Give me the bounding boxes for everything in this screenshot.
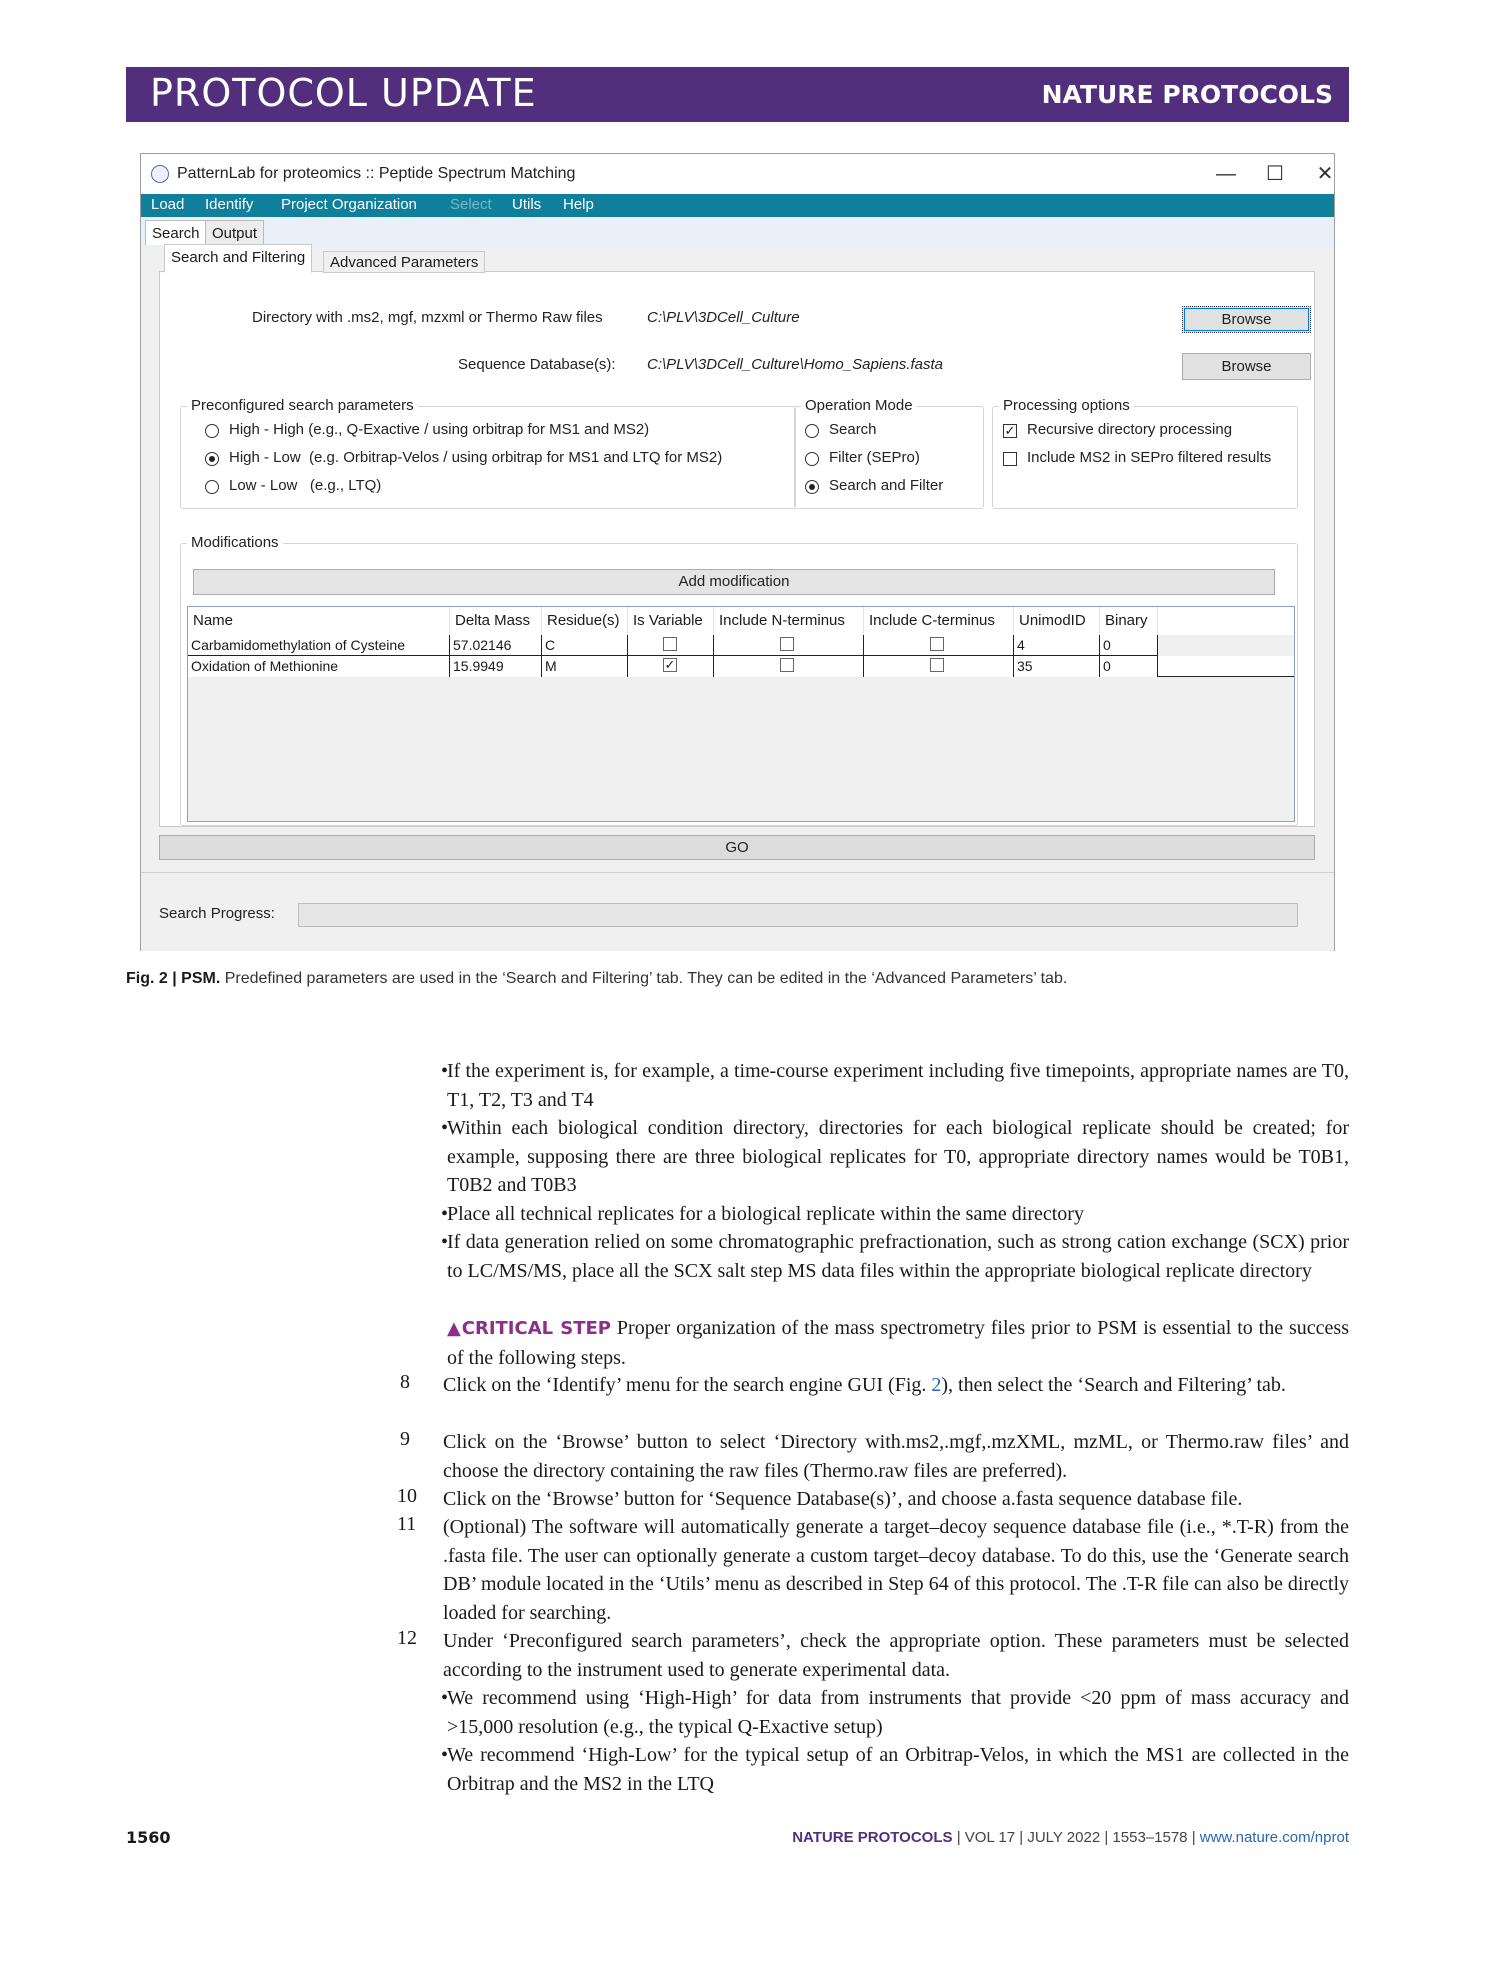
menu-identify[interactable]: Identify (205, 196, 254, 213)
app-window (140, 153, 1335, 951)
search-filtering-panel (159, 249, 1315, 827)
group-title: Preconfigured search parameters (187, 397, 418, 414)
footer-sep: | (956, 1829, 961, 1846)
cell-binary[interactable]: 0 (1100, 656, 1158, 677)
modifications-group (180, 534, 1298, 826)
table-row[interactable] (188, 656, 1294, 677)
step-number: 9 (400, 1428, 410, 1450)
radio-label: Filter (SEPro) (829, 449, 920, 466)
list-item: • If the experiment is, for example, a time-course experiment including five timepoints, appropriate names are T0, T1, T2, T3 and T4 (441, 1060, 1349, 1111)
app-logo-icon (151, 165, 169, 183)
cell-is-variable (628, 635, 714, 656)
tab-advanced-parameters[interactable]: Advanced Parameters (323, 251, 485, 273)
go-button[interactable]: GO (159, 835, 1315, 860)
checkbox-include-ms2[interactable] (1003, 452, 1017, 466)
radio-label: Low - Low (e.g., LTQ) (229, 477, 382, 494)
minimize-icon[interactable]: — (1216, 163, 1236, 185)
radio-label: High - Low (e.g. Orbitrap-Velos / using orbitrap for MS1 and LTQ for MS2) (229, 449, 723, 466)
cell-name[interactable]: Carbamidomethylation of Cysteine (188, 635, 450, 656)
footer-pages: 1553–1578 (1112, 1829, 1188, 1846)
bullet-text: We recommend ‘High-Low’ for the typical setup of an Orbitrap-Velos, in which the MS1 are collected in the Orbitrap and the MS2 in the LTQ (447, 1744, 1349, 1795)
page-number: 1560 (126, 1828, 171, 1847)
step-text-part: ), then select the ‘Search and Filtering’ tab. (941, 1374, 1286, 1396)
main-tabs (141, 217, 1334, 247)
checkbox-c-terminus[interactable] (930, 637, 944, 651)
list-item: • Within each biological condition directory, directories for each biological replicate should be created; for example, supposing there are three biological replicates for T0, appropriate directory names would be T0B1, T0B2 and T0B3 (441, 1117, 1349, 1196)
maximize-icon[interactable]: ☐ (1266, 163, 1284, 185)
column-header[interactable]: UnimodID (1014, 607, 1100, 635)
step-text: Click on the ‘Browse’ button for ‘Sequence Database(s)’, and choose a.fasta sequence database file. (443, 1488, 1243, 1510)
checkbox-n-terminus[interactable] (780, 658, 794, 672)
footer-sep: | (1191, 1829, 1196, 1846)
browse-database-button[interactable]: Browse (1182, 353, 1311, 380)
list-item: • If data generation relied on some chromatographic prefractionation, such as strong cation exchange (SCX) prior to LC/MS/MS, place all the SCX salt step MS data files within the appropriate biological replicate directory (441, 1231, 1349, 1282)
header-banner (126, 67, 1349, 122)
search-progress-bar (298, 903, 1298, 927)
checkbox-is-variable[interactable]: ✓ (664, 657, 676, 672)
preconfigured-group (180, 397, 796, 509)
journal-name: NATURE PROTOCOLS (1041, 80, 1333, 109)
operation-mode-group (794, 397, 984, 509)
cell-is-variable (628, 656, 714, 677)
radio-high-high[interactable] (205, 424, 219, 438)
menu-help[interactable]: Help (563, 196, 594, 213)
cell-delta-mass[interactable]: 15.9949 (450, 656, 542, 677)
modifications-table (187, 606, 1295, 822)
caption-text: Predefined parameters are used in the ‘Search and Filtering’ tab. They can be edited in the ‘Advanced Parameters’ tab. (224, 970, 1068, 987)
search-progress-label: Search Progress: (159, 905, 275, 922)
column-header[interactable]: Delta Mass (450, 607, 542, 635)
step-number: 12 (397, 1627, 417, 1649)
bullet-text: We recommend using ‘High-High’ for data from instruments that provide <20 ppm of mass accuracy and >15,000 resolution (e.g., the typical Q-Exactive setup) (447, 1687, 1349, 1738)
column-header[interactable]: Binary (1100, 607, 1158, 635)
cell-name[interactable]: Oxidation of Methionine (188, 656, 450, 677)
column-header[interactable]: Include N-terminus (714, 607, 864, 635)
cell-unimod[interactable]: 4 (1014, 635, 1100, 656)
group-title: Processing options (999, 397, 1134, 414)
footer-citation (792, 1829, 1349, 1846)
checkbox-recursive[interactable]: ✓ (1004, 423, 1016, 438)
processing-options-group (992, 397, 1298, 509)
window-title: PatternLab for proteomics :: Peptide Spectrum Matching (177, 165, 576, 182)
cell-c-terminus (864, 635, 1014, 656)
checkbox-c-terminus[interactable] (930, 658, 944, 672)
close-icon[interactable]: ✕ (1316, 163, 1334, 185)
checkbox-label: Recursive directory processing (1027, 421, 1233, 438)
menu-select: Select (450, 196, 492, 213)
column-header[interactable]: Name (188, 607, 450, 635)
radio-search-and-filter[interactable] (805, 480, 819, 494)
bullet-text: Within each biological condition directory, directories for each biological replicate should be created; for example, supposing there are three biological replicates for T0, appropriate directory names would be T0B1, T0B2 and T0B3 (447, 1117, 1349, 1196)
step-number: 11 (397, 1513, 417, 1535)
cell-delta-mass[interactable]: 57.02146 (450, 635, 542, 656)
footer-sep: | (1104, 1829, 1109, 1846)
radio-label: High - High (e.g., Q-Exactive / using orbitrap for MS1 and MS2) (229, 421, 650, 438)
add-modification-button[interactable]: Add modification (193, 569, 1275, 595)
step-number: 8 (400, 1371, 410, 1393)
cell-residue[interactable]: C (542, 635, 628, 656)
header-filler (1158, 607, 1294, 635)
caption-label: Fig. 2 | PSM. (126, 970, 221, 987)
critical-step-label: ▲CRITICAL STEP (447, 1318, 611, 1339)
checkbox-n-terminus[interactable] (780, 637, 794, 651)
title-bar (141, 154, 1334, 194)
list-item: • We recommend using ‘High-High’ for data from instruments that provide <20 ppm of mass accuracy and >15,000 resolution (e.g., the typical Q-Exactive setup) (441, 1687, 1349, 1738)
database-path: C:\PLV\3DCell_Culture\Homo_Sapiens.fasta (647, 356, 943, 373)
cell-c-terminus (864, 656, 1014, 677)
figure-caption (126, 970, 1067, 988)
list-item: • We recommend ‘High-Low’ for the typical setup of an Orbitrap-Velos, in which the MS1 are collected in the Orbitrap and the MS2 in the LTQ (441, 1744, 1349, 1795)
status-bar (141, 872, 1334, 951)
radio-label: Search (829, 421, 877, 438)
group-title: Modifications (187, 534, 283, 551)
directory-label: Directory with .ms2, mgf, mzxml or Thermo Raw files (252, 309, 603, 326)
cell-residue[interactable]: M (542, 656, 628, 677)
step-number: 10 (397, 1485, 417, 1507)
footer-sep: | (1019, 1829, 1024, 1846)
menu-utils[interactable]: Utils (512, 196, 542, 213)
radio-low-low[interactable] (205, 480, 219, 494)
radio-label: Search and Filter (829, 477, 944, 494)
database-label: Sequence Database(s): (458, 356, 616, 373)
step-text (443, 1371, 1349, 1400)
tab-search-and-filtering[interactable]: Search and Filtering (164, 244, 312, 273)
table-row[interactable] (188, 635, 1158, 656)
critical-step-text: Proper organization of the mass spectrometry files prior to PSM is essential to the success of the following steps. (447, 1317, 1349, 1369)
footer-url[interactable]: www.nature.com/nprot (1199, 1829, 1349, 1846)
column-header[interactable]: Include C-terminus (864, 607, 1014, 635)
column-header[interactable]: Residue(s) (542, 607, 628, 635)
browse-directory-button[interactable]: Browse (1182, 306, 1311, 333)
group-title: Operation Mode (801, 397, 917, 414)
section-heading: PROTOCOL UPDATE (150, 71, 537, 115)
column-header[interactable]: Is Variable (628, 607, 714, 635)
cell-n-terminus (714, 635, 864, 656)
step-text-part: Click on the ‘Identify’ menu for the search engine GUI (Fig. (443, 1374, 927, 1396)
figure-link[interactable]: 2 (931, 1374, 942, 1396)
bullet-text: Place all technical replicates for a biological replicate within the same directory (447, 1203, 1084, 1225)
critical-step (447, 1314, 1349, 1372)
directory-path: C:\PLV\3DCell_Culture (647, 309, 800, 326)
cell-binary[interactable]: 0 (1100, 635, 1158, 656)
menu-project-organization[interactable]: Project Organization (281, 196, 417, 213)
tab-output[interactable]: Output (205, 220, 264, 245)
footer-date: JULY 2022 (1027, 1829, 1101, 1846)
footer-volume: VOL 17 (964, 1829, 1016, 1846)
step-text: Click on the ‘Browse’ button to select ‘Directory with.ms2,.mgf,.mzXML, mzML, or Thermo.raw files’ and choose the directory containing the raw files (Thermo.raw files are preferred). (443, 1431, 1349, 1482)
list-item: • Place all technical replicates for a biological replicate within the same directory (441, 1203, 1084, 1225)
bullet-text: If data generation relied on some chromatographic prefractionation, such as strong cation exchange (SCX) prior to LC/MS/MS, place all the SCX salt step MS data files within the appropriate biological replicate directory (447, 1231, 1349, 1282)
radio-search[interactable] (805, 424, 819, 438)
menu-load[interactable]: Load (151, 196, 185, 213)
menu-bar (141, 194, 1334, 217)
checkbox-label: Include MS2 in SEPro filtered results (1027, 449, 1272, 466)
cell-n-terminus (714, 656, 864, 677)
footer-journal: NATURE PROTOCOLS (792, 1829, 953, 1846)
step-text: Under ‘Preconfigured search parameters’, check the appropriate option. These parameters must be selected according to the instrument used to generate experimental data. (443, 1630, 1349, 1681)
tab-search[interactable]: Search (145, 220, 207, 245)
radio-filter[interactable] (805, 452, 819, 466)
checkbox-is-variable[interactable] (663, 637, 677, 651)
bullet-text: If the experiment is, for example, a time-course experiment including five timepoints, appropriate names are T0, T1, T2, T3 and T4 (447, 1060, 1349, 1111)
cell-unimod[interactable]: 35 (1014, 656, 1100, 677)
radio-high-low[interactable] (205, 452, 219, 466)
step-text: (Optional) The software will automatically generate a target–decoy sequence database file (i.e., *.T-R) from the .fasta file. The user can optionally generate a custom target–decoy database. To do this, use the ‘Generate search DB’ module located in the ‘Utils’ menu as described in Step 64 of this protocol. The .T-R file can also be directly loaded for searching. (443, 1516, 1349, 1624)
